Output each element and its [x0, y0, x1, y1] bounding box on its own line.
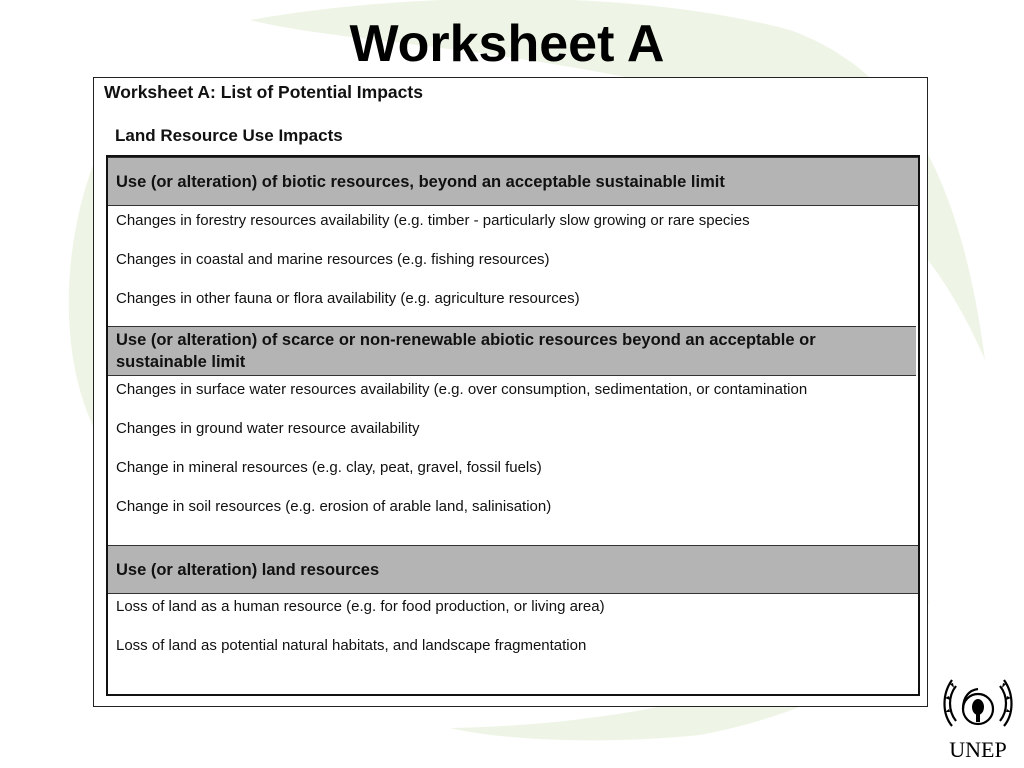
- list-item: Loss of land as a human resource (e.g. for food production, or living area): [116, 598, 605, 615]
- list-item: Changes in other fauna or flora availability (e.g. agriculture resources): [116, 290, 580, 307]
- list-item: Changes in forestry resources availability (e.g. timber - particularly slow growing or rare species: [116, 212, 750, 229]
- worksheet-panel: [93, 77, 928, 707]
- group-header-abiotic: Use (or alteration) of scarce or non-renewable abiotic resources beyond an acceptable or sustainable limit: [108, 326, 916, 376]
- list-item: Change in mineral resources (e.g. clay, peat, gravel, fossil fuels): [116, 459, 542, 476]
- group-header-land: Use (or alteration) land resources: [108, 545, 918, 594]
- list-item: Change in soil resources (e.g. erosion of arable land, salinisation): [116, 498, 552, 515]
- list-item: Changes in coastal and marine resources (e.g. fishing resources): [116, 251, 550, 268]
- list-item: Changes in ground water resource availability: [116, 420, 420, 437]
- worksheet-title: Worksheet A: List of Potential Impacts: [104, 82, 423, 102]
- impact-table: [106, 155, 920, 696]
- group-header-biotic: Use (or alteration) of biotic resources, beyond an acceptable sustainable limit: [108, 157, 918, 206]
- list-item: Loss of land as potential natural habitats, and landscape fragmentation: [116, 637, 587, 654]
- slide-title: Worksheet A: [349, 15, 665, 73]
- section-title: Land Resource Use Impacts: [115, 126, 343, 145]
- list-item: Changes in surface water resources availability (e.g. over consumption, sedimentation, or contamination: [116, 381, 808, 398]
- unep-logo-text: UNEP: [949, 737, 1007, 762]
